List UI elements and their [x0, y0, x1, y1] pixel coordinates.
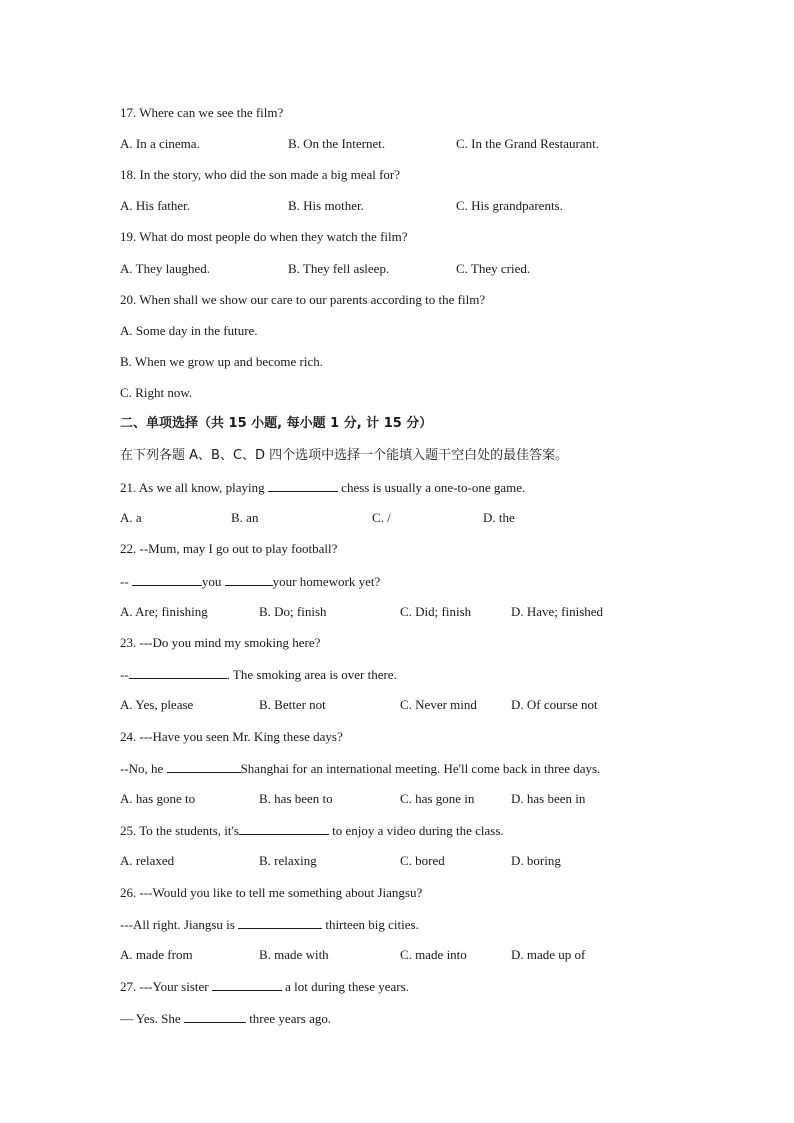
question-27-line-2-end: three years ago.: [245, 1011, 332, 1026]
question-27-line-2-start: — Yes. She: [120, 1011, 184, 1026]
answer-blank: [129, 666, 227, 679]
question-17-option-b: B. On the Internet.: [288, 136, 386, 151]
answer-blank: [268, 479, 338, 492]
question-24-option-c: C. has gone in: [400, 791, 475, 806]
answer-blank: [132, 573, 202, 586]
question-18-option-b: B. His mother.: [288, 198, 364, 213]
question-22-option-b: B. Do; finish: [259, 604, 327, 619]
question-26-option-c: C. made into: [400, 947, 467, 962]
question-23-option-c: C. Never mind: [400, 697, 477, 712]
question-25-option-d: D. boring: [511, 853, 561, 868]
answer-blank: [238, 916, 322, 929]
question-26-option-b: B. made with: [259, 947, 329, 962]
answer-blank: [184, 1010, 246, 1023]
question-20-option-c: C. Right now.: [120, 385, 193, 400]
question-25-option-c: C. bored: [400, 853, 445, 868]
question-26-stem: 26. ---Would you like to tell me something about Jiangsu?: [120, 885, 423, 900]
question-21-option-b: B. an: [231, 510, 259, 525]
question-20-option-b: B. When we grow up and become rich.: [120, 354, 324, 369]
question-26-option-d: D. made up of: [511, 947, 586, 962]
question-23-line-2-end: . The smoking area is over there.: [226, 667, 397, 682]
question-27-line-2: [120, 1010, 331, 1027]
question-22-option-a: A. Are; finishing: [120, 604, 208, 619]
question-22-line-2-mid: you: [201, 574, 225, 589]
question-22-option-c: C. Did; finish: [400, 604, 472, 619]
question-23-stem: 23. ---Do you mind my smoking here?: [120, 635, 321, 650]
question-24-line-2-end: Shanghai for an international meeting. He'll come back in three days.: [240, 761, 601, 776]
question-24-stem: 24. ---Have you seen Mr. King these days?: [120, 729, 343, 744]
question-23-option-a: A. Yes, please: [120, 697, 194, 712]
question-26-option-a: A. made from: [120, 947, 193, 962]
question-19-option-b: B. They fell asleep.: [288, 261, 390, 276]
question-26-line-2-start: ---All right. Jiangsu is: [120, 917, 239, 932]
question-21-stem: [120, 479, 525, 496]
question-26-line-2: [120, 916, 419, 933]
question-24-option-b: B. has been to: [259, 791, 333, 806]
question-25-stem-end: to enjoy a video during the class.: [328, 823, 504, 838]
question-21-option-c: C. /: [372, 510, 391, 525]
question-17-stem: 17. Where can we see the film?: [120, 105, 284, 120]
question-22-line-2: [120, 573, 380, 590]
question-21-option-a: A. a: [120, 510, 142, 525]
question-22-line-2-start: --: [120, 574, 132, 589]
question-19-option-a: A. They laughed.: [120, 261, 211, 276]
question-26-line-2-end: thirteen big cities.: [322, 917, 419, 932]
question-24-option-d: D. has been in: [511, 791, 586, 806]
question-23-option-b: B. Better not: [259, 697, 326, 712]
question-23-line-2-start: --: [120, 667, 129, 682]
question-25-stem: [120, 822, 504, 839]
question-23-line-2: [120, 666, 397, 683]
question-21-option-d: D. the: [483, 510, 515, 525]
question-20-stem: 20. When shall we show our care to our parents according to the film?: [120, 292, 486, 307]
question-25-stem-start: 25. To the students, it's: [120, 823, 239, 838]
answer-blank: [212, 978, 282, 991]
question-27-stem-start: 27. ---Your sister: [120, 979, 212, 994]
question-17-option-a: A. In a cinema.: [120, 136, 200, 151]
answer-blank: [239, 822, 329, 835]
question-22-line-2-end: your homework yet?: [272, 574, 381, 589]
question-24-line-2-start: --No, he: [120, 761, 167, 776]
question-17-option-c: C. In the Grand Restaurant.: [456, 136, 599, 151]
question-18-option-a: A. His father.: [120, 198, 191, 213]
question-27-stem-end: a lot during these years.: [281, 979, 409, 994]
section-instruction: 在下列各题 A、B、C、D 四个选项中选择一个能填入题干空白处的最佳答案。: [120, 448, 569, 463]
question-22-stem: 22. --Mum, may I go out to play football?: [120, 541, 338, 556]
question-23-option-d: D. Of course not: [511, 697, 598, 712]
question-21-stem-start: 21. As we all know, playing: [120, 480, 268, 495]
answer-blank: [167, 760, 241, 773]
question-19-option-c: C. They cried.: [456, 261, 531, 276]
question-27-stem: [120, 978, 409, 995]
question-24-option-a: A. has gone to: [120, 791, 196, 806]
answer-blank: [225, 573, 273, 586]
section-title: 二、单项选择（共 15 小题, 每小题 1 分, 计 15 分）: [120, 416, 433, 431]
question-19-stem: 19. What do most people do when they watch the film?: [120, 229, 408, 244]
question-20-option-a: A. Some day in the future.: [120, 323, 258, 338]
question-18-option-c: C. His grandparents.: [456, 198, 563, 213]
question-24-line-2: [120, 760, 600, 777]
question-18-stem: 18. In the story, who did the son made a big meal for?: [120, 167, 401, 182]
question-25-option-a: A. relaxed: [120, 853, 175, 868]
question-21-stem-end: chess is usually a one-to-one game.: [337, 480, 526, 495]
question-25-option-b: B. relaxing: [259, 853, 317, 868]
question-22-option-d: D. Have; finished: [511, 604, 604, 619]
